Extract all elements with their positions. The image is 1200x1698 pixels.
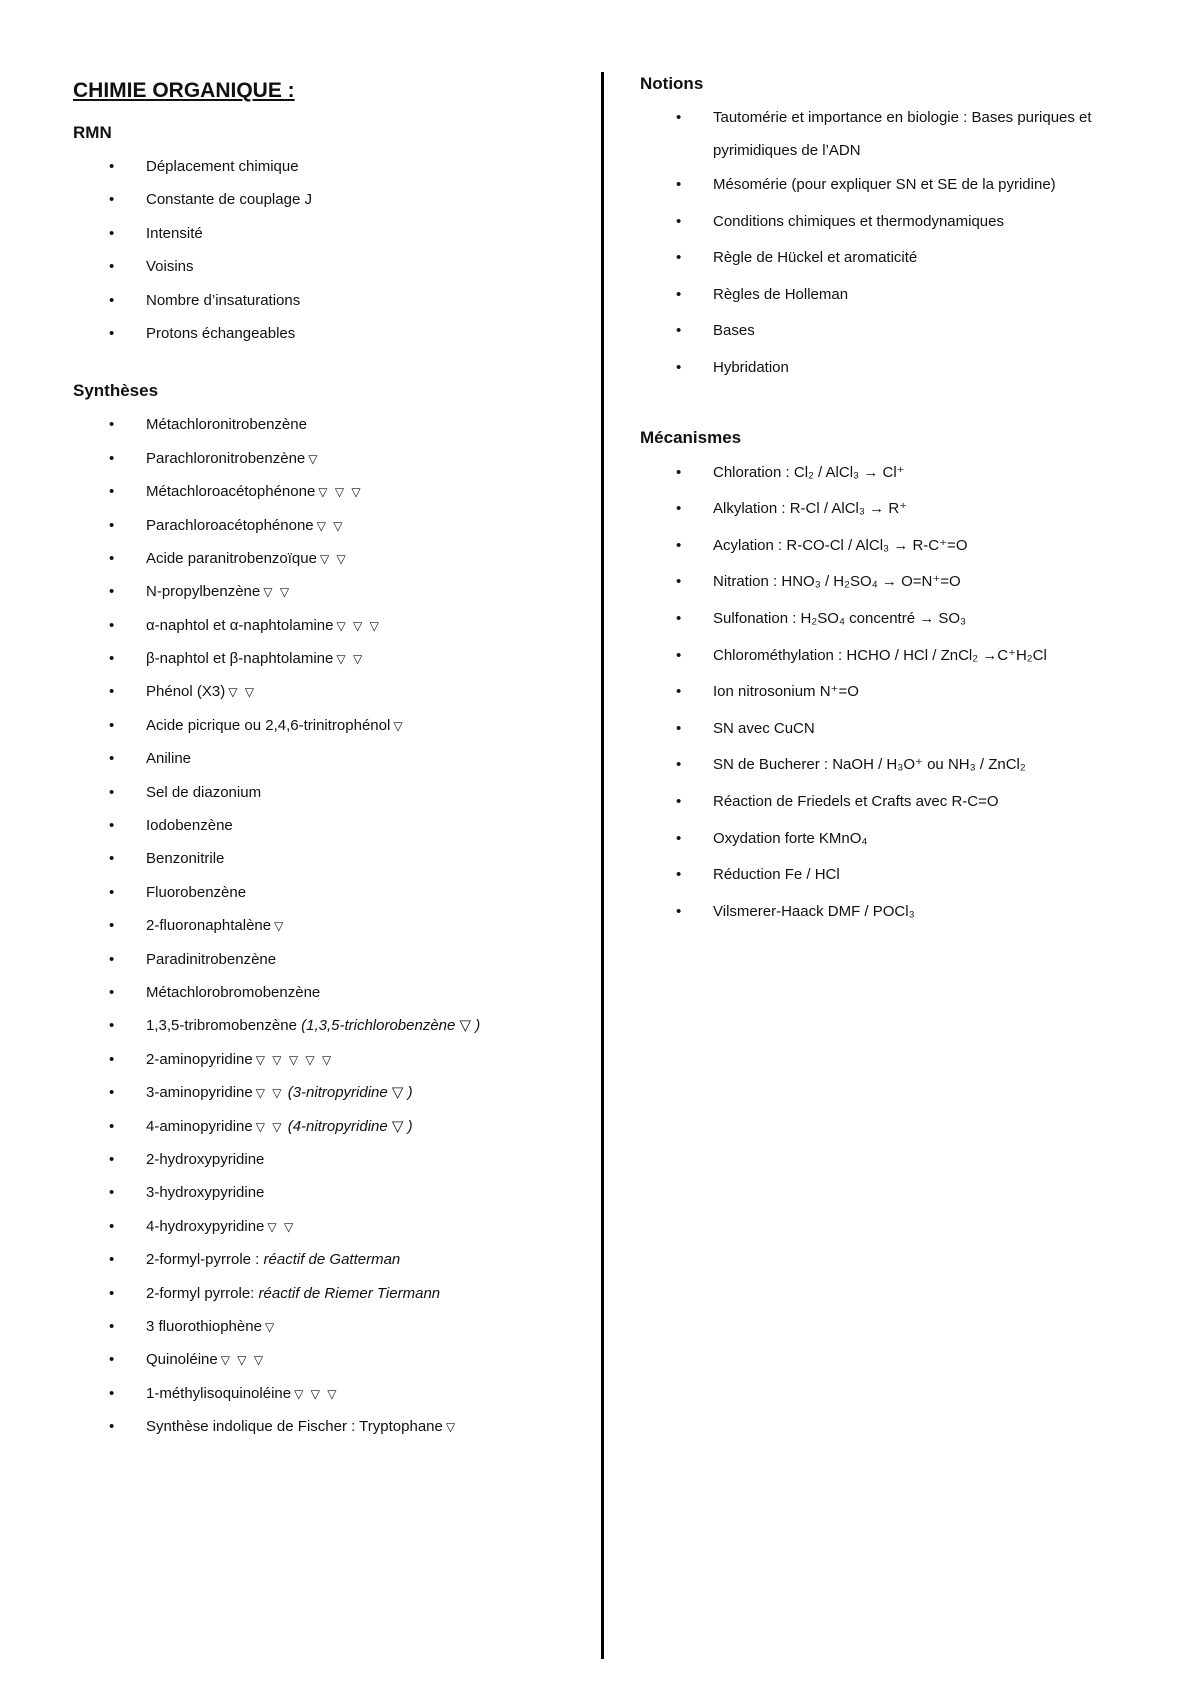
- list-item: [640, 204, 1160, 241]
- item-note: (1,3,5-trichlorobenzène ▽ ): [301, 1017, 481, 1035]
- item-text: N-propylbenzène: [146, 583, 261, 601]
- rmn-list: [73, 150, 593, 350]
- bullet-icon: •: [109, 324, 115, 342]
- mecanismes-heading: Mécanismes: [640, 427, 742, 447]
- item-text: Chloration : Cl₂ / AlCl₃ → Cl⁺: [713, 463, 905, 481]
- list-item: [640, 747, 1160, 784]
- bullet-icon: •: [676, 358, 682, 376]
- mecanismes-list: [640, 455, 1160, 931]
- list-item: [73, 709, 593, 742]
- item-text: α-naphtol et α-naphtolamine: [146, 616, 334, 634]
- rmn-heading: RMN: [73, 123, 112, 142]
- difficulty-marks: ▽ ▽ ▽ ▽ ▽: [255, 1052, 334, 1067]
- item-text: Tautomérie et importance en biologie : Bases puriques et pyrimidiques de l’ADN: [713, 109, 1092, 159]
- bullet-icon: •: [109, 817, 115, 835]
- item-text: 2-fluoronaphtalène: [146, 917, 272, 935]
- item-text: Nombre d’insaturations: [146, 291, 301, 309]
- bullet-icon: •: [109, 1418, 115, 1436]
- list-item: [73, 1277, 593, 1310]
- item-text: 4-hydroxypyridine: [146, 1217, 265, 1235]
- bullet-icon: •: [109, 983, 115, 1001]
- list-item: [73, 150, 593, 183]
- list-item: [640, 101, 1133, 167]
- bullet-icon: •: [109, 716, 115, 734]
- item-text: Nitration : HNO₃ / H₂SO₄ → O=N⁺=O: [713, 573, 961, 591]
- item-text: Métachloroacétophénone: [146, 483, 316, 501]
- item-text: 1-méthylisoquinoléine: [146, 1384, 292, 1402]
- difficulty-marks: ▽: [264, 1319, 277, 1334]
- list-item: [73, 609, 593, 642]
- bullet-icon: •: [676, 829, 682, 847]
- difficulty-marks: ▽ ▽: [263, 585, 292, 600]
- bullet-icon: •: [676, 249, 682, 267]
- difficulty-marks: ▽: [393, 718, 405, 733]
- bullet-icon: •: [676, 109, 682, 126]
- column-divider: [601, 72, 604, 1659]
- item-text: Ion nitrosonium N⁺=O: [713, 683, 859, 701]
- item-text: SN de Bucherer : NaOH / H₃O⁺ ou NH₃ / ZnCl₂: [713, 756, 1026, 774]
- difficulty-marks: ▽ ▽: [336, 652, 365, 667]
- bullet-icon: •: [676, 573, 682, 591]
- list-item: [73, 183, 593, 216]
- bullet-icon: •: [676, 212, 682, 230]
- difficulty-marks: ▽ ▽ ▽: [318, 485, 363, 500]
- item-text: 2-formyl pyrrole:: [146, 1284, 255, 1302]
- bullet-icon: •: [109, 950, 115, 968]
- bullet-icon: •: [109, 583, 115, 601]
- difficulty-marks: ▽ ▽: [255, 1119, 284, 1134]
- bullet-icon: •: [109, 1184, 115, 1202]
- list-item: [73, 809, 593, 842]
- bullet-icon: •: [109, 1084, 115, 1102]
- bullet-icon: •: [109, 1017, 115, 1035]
- bullet-icon: •: [109, 616, 115, 634]
- list-item: [640, 313, 1160, 350]
- difficulty-marks: ▽: [308, 451, 320, 466]
- bullet-icon: •: [109, 917, 115, 935]
- bullet-icon: •: [676, 646, 682, 664]
- difficulty-marks: ▽ ▽: [267, 1219, 296, 1234]
- bullet-icon: •: [109, 191, 115, 209]
- list-item: [640, 674, 1160, 711]
- list-item: [73, 1410, 593, 1443]
- list-item: [73, 1009, 593, 1042]
- difficulty-marks: ▽ ▽: [316, 518, 345, 533]
- list-item: [73, 909, 593, 942]
- bullet-icon: •: [676, 463, 682, 481]
- list-item: [73, 976, 593, 1009]
- list-item: [73, 642, 593, 675]
- left-column: [73, 70, 593, 1443]
- list-item: [640, 821, 1160, 858]
- list-item: [73, 1043, 593, 1076]
- item-text: 3 fluorothiophène: [146, 1317, 262, 1335]
- item-text: Paradinitrobenzène: [146, 950, 277, 968]
- bullet-icon: •: [676, 866, 682, 884]
- item-text: 4-aminopyridine: [146, 1117, 253, 1135]
- notions-list: [640, 101, 1160, 387]
- list-item: [73, 1110, 593, 1143]
- list-item: [640, 784, 1160, 821]
- bullet-icon: •: [676, 500, 682, 518]
- list-item: [73, 1310, 593, 1343]
- list-item: [640, 350, 1160, 387]
- item-text: 2-hydroxypyridine: [146, 1150, 265, 1168]
- list-item: [640, 455, 1160, 492]
- list-item: [640, 638, 1160, 675]
- item-text: Constante de couplage J: [146, 191, 312, 209]
- bullet-icon: •: [676, 609, 682, 627]
- list-item: [73, 675, 593, 708]
- item-text: Synthèse indolique de Fischer : Tryptophane: [146, 1418, 443, 1436]
- list-item: [73, 542, 593, 575]
- difficulty-marks: ▽: [274, 919, 286, 934]
- difficulty-marks: ▽ ▽: [228, 685, 257, 700]
- item-text: 3-hydroxypyridine: [146, 1184, 265, 1202]
- item-note: (3-nitropyridine ▽ ): [287, 1084, 413, 1102]
- bullet-icon: •: [109, 1384, 115, 1402]
- item-note: réactif de Gatterman: [263, 1251, 401, 1269]
- item-text: Intensité: [146, 224, 203, 242]
- bullet-icon: •: [109, 650, 115, 668]
- item-note: réactif de Riemer Tiermann: [258, 1284, 441, 1302]
- item-text: Hybridation: [713, 358, 789, 376]
- item-text: Aniline: [146, 750, 192, 768]
- list-item: [73, 217, 593, 250]
- item-text: Benzonitrile: [146, 850, 225, 868]
- bullet-icon: •: [676, 719, 682, 737]
- notions-heading: Notions: [640, 74, 704, 93]
- item-text: Oxydation forte KMnO₄: [713, 829, 868, 847]
- list-item: [73, 509, 593, 542]
- item-text: 2-aminopyridine: [146, 1050, 253, 1068]
- item-text: Déplacement chimique: [146, 158, 299, 175]
- list-item: [640, 528, 1160, 565]
- bullet-icon: •: [676, 322, 682, 340]
- list-item: [640, 601, 1160, 638]
- list-item: [73, 776, 593, 809]
- list-item: [73, 842, 593, 875]
- item-text: SN avec CuCN: [713, 719, 815, 737]
- item-text: Parachloroacétophénone: [146, 516, 314, 534]
- bullet-icon: •: [676, 902, 682, 920]
- item-text: Acide paranitrobenzoïque: [146, 549, 317, 567]
- bullet-icon: •: [109, 683, 115, 701]
- bullet-icon: •: [109, 1251, 115, 1269]
- bullet-icon: •: [109, 483, 115, 501]
- item-text: Quinoléine: [146, 1351, 218, 1369]
- item-text: Vilsmerer-Haack DMF / POCl₃: [713, 902, 915, 920]
- bullet-icon: •: [109, 1217, 115, 1235]
- difficulty-marks: ▽ ▽ ▽: [294, 1386, 339, 1401]
- bullet-icon: •: [109, 158, 115, 175]
- bullet-icon: •: [109, 1050, 115, 1068]
- bullet-icon: •: [109, 224, 115, 242]
- bullet-icon: •: [109, 1284, 115, 1302]
- list-item: [640, 277, 1160, 314]
- item-text: Fluorobenzène: [146, 883, 247, 901]
- bullet-icon: •: [109, 783, 115, 801]
- bullet-icon: •: [109, 750, 115, 768]
- item-text: Mésomérie (pour expliquer SN et SE de la pyridine): [713, 176, 1056, 193]
- bullet-icon: •: [676, 285, 682, 303]
- list-item: [73, 1343, 593, 1376]
- list-item: [640, 711, 1160, 748]
- bullet-icon: •: [676, 536, 682, 554]
- list-item: [73, 1076, 593, 1109]
- item-text: Acide picrique ou 2,4,6-trinitrophénol: [146, 716, 391, 734]
- list-item: [640, 240, 1160, 277]
- item-text: Parachloronitrobenzène: [146, 449, 306, 467]
- list-item: [640, 894, 1160, 931]
- difficulty-marks: ▽ ▽ ▽: [336, 618, 381, 633]
- list-item: [73, 742, 593, 775]
- list-item: [73, 876, 593, 909]
- bullet-icon: •: [109, 1317, 115, 1335]
- bullet-icon: •: [109, 1117, 115, 1135]
- item-text: Phénol (X3): [146, 683, 226, 701]
- item-text: Protons échangeables: [146, 324, 296, 342]
- syntheses-list: [73, 408, 593, 1443]
- bullet-icon: •: [676, 176, 682, 193]
- bullet-icon: •: [109, 416, 115, 434]
- list-item: [73, 1210, 593, 1243]
- list-item: [73, 943, 593, 976]
- bullet-icon: •: [676, 756, 682, 774]
- item-text: Chlorométhylation : HCHO / HCl / ZnCl₂ →C⁺H₂Cl: [713, 646, 1047, 664]
- item-text: Règles de Holleman: [713, 285, 849, 303]
- item-text: Conditions chimiques et thermodynamiques: [713, 212, 1004, 230]
- bullet-icon: •: [109, 291, 115, 309]
- item-text: Acylation : R-CO-Cl / AlCl₃ → R-C⁺=O: [713, 536, 968, 554]
- list-item: [73, 1176, 593, 1209]
- item-text: Iodobenzène: [146, 817, 233, 835]
- item-text: Alkylation : R-Cl / AlCl₃ → R⁺: [713, 500, 908, 518]
- difficulty-marks: ▽: [445, 1420, 458, 1435]
- list-item: [73, 1143, 593, 1176]
- bullet-icon: •: [109, 449, 115, 467]
- item-text: Sel de diazonium: [146, 783, 262, 801]
- list-item: [640, 857, 1160, 894]
- list-item: [73, 1377, 593, 1410]
- list-item: [73, 475, 593, 508]
- item-text: Voisins: [146, 258, 194, 276]
- difficulty-marks: ▽ ▽: [255, 1086, 284, 1101]
- bullet-icon: •: [109, 883, 115, 901]
- difficulty-marks: ▽ ▽ ▽: [220, 1353, 266, 1368]
- list-item: [73, 250, 593, 283]
- item-note: (4-nitropyridine ▽ ): [287, 1117, 413, 1135]
- list-item: [640, 167, 1160, 204]
- syntheses-heading: Synthèses: [73, 381, 159, 401]
- bullet-icon: •: [109, 850, 115, 868]
- item-text: Réduction Fe / HCl: [713, 866, 840, 884]
- item-text: Métachloronitrobenzène: [146, 416, 307, 434]
- list-item: [73, 284, 593, 317]
- item-text: Règle de Hückel et aromaticité: [713, 249, 918, 267]
- item-text: Réaction de Friedels et Crafts avec R-C=O: [713, 792, 999, 810]
- bullet-icon: •: [676, 683, 682, 701]
- list-item: [640, 491, 1160, 528]
- bullet-icon: •: [676, 792, 682, 810]
- bullet-icon: •: [109, 1351, 115, 1369]
- bullet-icon: •: [109, 549, 115, 567]
- document-title: CHIMIE ORGANIQUE :: [73, 79, 295, 102]
- bullet-icon: •: [109, 1150, 115, 1168]
- difficulty-marks: ▽ ▽: [319, 551, 348, 566]
- bullet-icon: •: [109, 516, 115, 534]
- item-text: Bases: [713, 322, 755, 340]
- list-item: [73, 575, 593, 608]
- item-text: β-naphtol et β-naphtolamine: [146, 650, 334, 668]
- item-text: 1,3,5-tribromobenzène: [146, 1017, 297, 1035]
- list-item: [640, 564, 1160, 601]
- item-text: 2-formyl-pyrrole :: [146, 1251, 260, 1269]
- item-text: Métachlorobromobenzène: [146, 983, 321, 1001]
- list-item: [73, 442, 593, 475]
- bullet-icon: •: [109, 258, 115, 276]
- list-item: [73, 1243, 593, 1276]
- list-item: [73, 408, 593, 441]
- item-text: 3-aminopyridine: [146, 1084, 253, 1102]
- item-text: Sulfonation : H₂SO₄ concentré → SO₃: [713, 609, 967, 627]
- list-item: [73, 317, 593, 350]
- right-column: [640, 70, 1160, 930]
